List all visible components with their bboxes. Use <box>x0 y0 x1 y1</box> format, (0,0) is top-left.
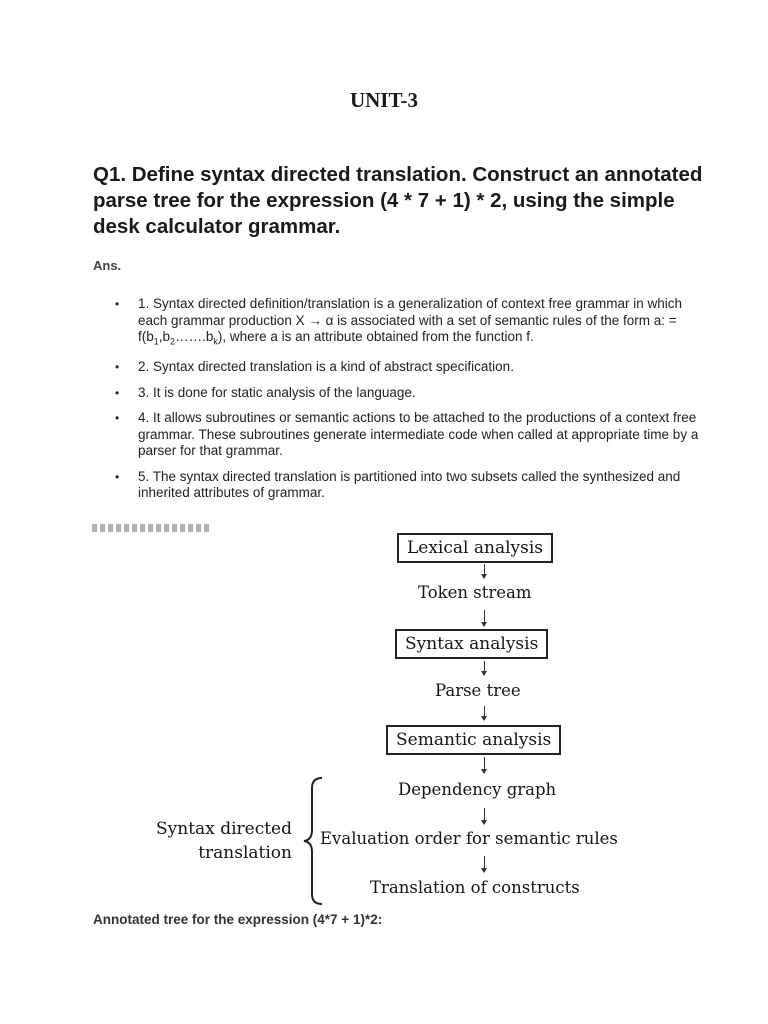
bullet-icon: • <box>115 411 120 426</box>
bullet-icon: • <box>115 360 120 375</box>
bullet-icon: • <box>115 297 120 311</box>
arrow-down-icon <box>484 706 485 720</box>
brace-label-line-2: translation <box>198 843 292 863</box>
bullet-item-1: • 1. Syntax directed definition/translation is a generalization of context free grammar in which each grammar production X → α is associated with a set of semantic rules of the form a: = $f(b_1,b_2\dots\dots.b_k)$, where a is an attribute obtained from the function f. <box>115 296 683 347</box>
label-evaluation-order: Evaluation order for semantic rules <box>320 829 618 848</box>
label-token-stream: Token stream <box>418 583 532 602</box>
question-heading: Q1. Define syntax directed translation. Construct an annotated parse tree for the expression (4 * 7 + 1) * 2, using the simple desk calculator grammar. <box>93 163 703 238</box>
bullet-item-4: • 4. It allows subroutines or semantic actions to be attached to the productions of a context free grammar. These subroutines generate intermediate code when called at appropriate time by a parser for that grammar. <box>115 410 699 459</box>
scan-smudge <box>92 524 210 532</box>
box-syntax-analysis: Syntax analysis <box>395 629 548 659</box>
arrow-down-icon <box>484 610 485 626</box>
arrow-down-icon <box>484 564 485 578</box>
brace-label <box>140 817 292 865</box>
label-translation-constructs: Translation of constructs <box>370 878 580 897</box>
arrow-down-icon <box>484 757 485 773</box>
label-parse-tree: Parse tree <box>435 681 521 700</box>
figure-caption: Annotated tree for the expression (4*7 + 1)*2: <box>93 912 383 927</box>
bullet-item-5: • 5. The syntax directed translation is partitioned into two subsets called the synthesized and inherited attributes of grammar. <box>115 468 681 501</box>
box-semantic-analysis: Semantic analysis <box>386 725 561 755</box>
arrow-down-icon <box>484 661 485 675</box>
unit-title: UNIT-3 <box>349 88 419 112</box>
bullet-item-3: • 3. It is done for static analysis of the language. <box>115 384 416 400</box>
label-dependency-graph: Dependency graph <box>398 780 557 799</box>
box-lexical-analysis: Lexical analysis <box>397 533 553 563</box>
bullet-icon: • <box>115 385 120 400</box>
arrow-down-icon <box>484 808 485 824</box>
sdt-flow-figure <box>80 518 680 908</box>
arrow-down-icon <box>484 856 485 872</box>
answer-label: Ans. <box>93 258 122 273</box>
answer-bullet-list <box>115 296 700 511</box>
bullet-item-2: • 2. Syntax directed translation is a kind of abstract specification. <box>115 359 514 375</box>
bullet-icon: • <box>115 469 120 484</box>
brace-label-line-1: Syntax directed <box>156 819 292 839</box>
curly-brace-icon <box>302 776 326 906</box>
